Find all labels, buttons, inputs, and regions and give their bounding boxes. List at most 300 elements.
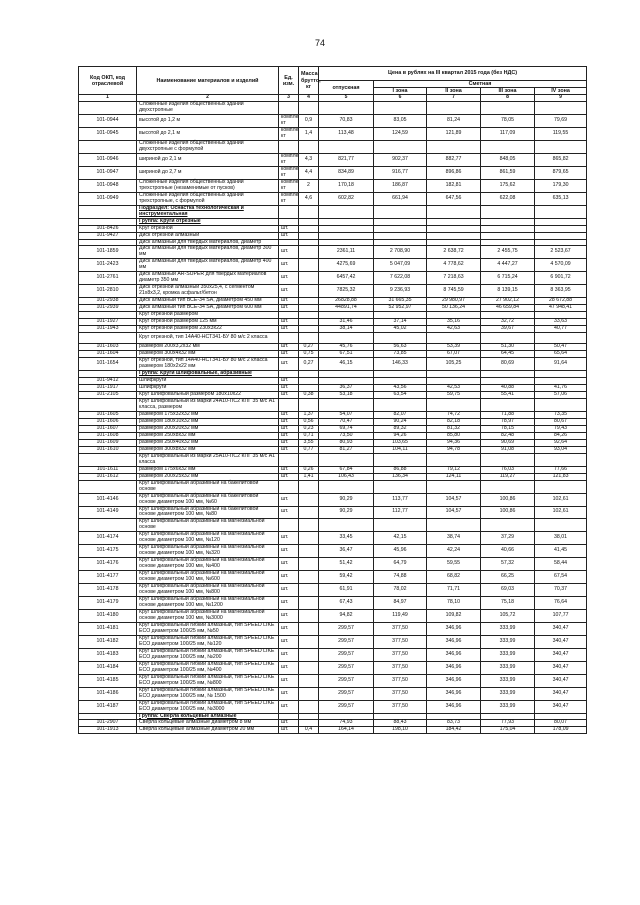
row-zone-1-price: 119,49 bbox=[374, 610, 427, 623]
row-mass bbox=[299, 259, 319, 272]
row-code: 101-1611 bbox=[79, 466, 137, 473]
column-index: 4 bbox=[299, 95, 319, 102]
row-zone-3-price bbox=[481, 480, 535, 493]
row-release-price: 299,57 bbox=[319, 674, 374, 687]
row-mass: 2 bbox=[299, 179, 319, 192]
row-code: 101-4146 bbox=[79, 493, 137, 506]
row-zone-3-price: 333,99 bbox=[481, 700, 535, 713]
row-name: Круг отрезной размером 125 мм bbox=[137, 319, 279, 326]
row-zone-3-price bbox=[481, 225, 535, 232]
table-row bbox=[79, 506, 587, 519]
row-zone-1-price bbox=[374, 519, 427, 532]
row-zone-3-price: 100,86 bbox=[481, 493, 535, 506]
row-zone-2-price: 346,96 bbox=[427, 635, 481, 648]
row-name: Круг шлифовальный гибкий алмазный, тип SPEED LIKE ECO диаметром 100/25 мм, №50 bbox=[137, 622, 279, 635]
row-release-price: 81,27 bbox=[319, 446, 374, 453]
table-row bbox=[79, 102, 587, 115]
row-release-price bbox=[319, 205, 374, 218]
row-zone-3-price: 333,99 bbox=[481, 674, 535, 687]
row-mass bbox=[299, 687, 319, 700]
row-unit: шт. bbox=[279, 385, 299, 392]
row-zone-2-price: 67,07 bbox=[427, 351, 481, 358]
row-code: 101-1927 bbox=[79, 319, 137, 326]
row-release-price: 67,51 bbox=[319, 351, 374, 358]
row-release-price bbox=[319, 333, 374, 344]
row-zone-4-price: 70,37 bbox=[535, 584, 587, 597]
table-row bbox=[79, 648, 587, 661]
table-row bbox=[79, 358, 587, 371]
row-code: 101-4183 bbox=[79, 648, 137, 661]
row-zone-4-price: 92,64 bbox=[535, 439, 587, 446]
row-mass bbox=[299, 319, 319, 326]
row-name: Диск алмазный для твердых материалов, диаметр 400 мм bbox=[137, 259, 279, 272]
row-zone-3-price: 77,93 bbox=[481, 720, 535, 727]
row-name: Круг шлифовальный гибкий алмазный, тип SPEED LIKE ECO диаметром 100/25 мм, №800 bbox=[137, 674, 279, 687]
row-zone-3-price bbox=[481, 218, 535, 225]
row-release-price bbox=[319, 371, 374, 378]
header-zone-1: I зона bbox=[374, 88, 427, 95]
row-zone-1-price: 377,50 bbox=[374, 700, 427, 713]
row-code: 101-1606 bbox=[79, 418, 137, 425]
row-zone-3-price: 333,99 bbox=[481, 661, 535, 674]
row-zone-4-price: 340,47 bbox=[535, 687, 587, 700]
row-zone-2-price bbox=[427, 519, 481, 532]
row-zone-1-price: 2 708,90 bbox=[374, 246, 427, 259]
table-row bbox=[79, 246, 587, 259]
row-zone-3-price: 40,88 bbox=[481, 385, 535, 392]
row-zone-1-price: 37,14 bbox=[374, 319, 427, 326]
row-code: 101-4179 bbox=[79, 597, 137, 610]
table-row bbox=[79, 558, 587, 571]
row-release-price: 69,74 bbox=[319, 425, 374, 432]
row-mass bbox=[299, 239, 319, 246]
row-code: 101-9412 bbox=[79, 378, 137, 385]
table-row bbox=[79, 571, 587, 584]
row-unit: шт. bbox=[279, 635, 299, 648]
row-mass: 0,75 bbox=[299, 351, 319, 358]
row-release-price: 53,18 bbox=[319, 392, 374, 399]
row-zone-1-price: 45,02 bbox=[374, 326, 427, 333]
row-zone-4-price bbox=[535, 371, 587, 378]
row-unit: компле кт bbox=[279, 166, 299, 179]
row-unit: шт. bbox=[279, 392, 299, 399]
row-zone-2-price: 74,72 bbox=[427, 411, 481, 418]
row-zone-3-price: 333,99 bbox=[481, 687, 535, 700]
row-zone-1-price: 916,77 bbox=[374, 166, 427, 179]
row-zone-1-price: 377,50 bbox=[374, 674, 427, 687]
row-zone-1-price: 73,85 bbox=[374, 351, 427, 358]
row-zone-2-price: 78,10 bbox=[427, 597, 481, 610]
row-zone-3-price: 78,97 bbox=[481, 418, 535, 425]
table-row bbox=[79, 610, 587, 623]
row-mass bbox=[299, 493, 319, 506]
table-row bbox=[79, 333, 587, 344]
row-zone-2-price: 82,18 bbox=[427, 418, 481, 425]
row-mass: 0,27 bbox=[299, 344, 319, 351]
row-release-price: 26828,88 bbox=[319, 298, 374, 305]
row-mass bbox=[299, 506, 319, 519]
row-mass bbox=[299, 532, 319, 545]
row-unit: шт. bbox=[279, 610, 299, 623]
column-index: 9 bbox=[535, 95, 587, 102]
row-zone-3-price bbox=[481, 239, 535, 246]
row-zone-1-price: 124,59 bbox=[374, 128, 427, 141]
row-mass bbox=[299, 399, 319, 412]
row-zone-4-price bbox=[535, 480, 587, 493]
row-name: размером 250х40х32 мм bbox=[137, 439, 279, 446]
row-mass bbox=[299, 622, 319, 635]
row-release-price: 299,57 bbox=[319, 635, 374, 648]
row-zone-1-price: 78,02 bbox=[374, 584, 427, 597]
header-unit: Ед. изм. bbox=[279, 67, 299, 95]
row-zone-2-price: 346,96 bbox=[427, 674, 481, 687]
table-row bbox=[79, 285, 587, 298]
row-zone-1-price: 64,79 bbox=[374, 558, 427, 571]
row-name: размером 200х25х32 мм bbox=[137, 473, 279, 480]
row-name: Круг шлифовальный абразивный на магнезиальной основе диаметром 100 мм, №600 bbox=[137, 571, 279, 584]
row-zone-3-price bbox=[481, 232, 535, 239]
row-zone-4-price bbox=[535, 218, 587, 225]
row-code: 101-0948 bbox=[79, 179, 137, 192]
row-zone-2-price bbox=[427, 232, 481, 239]
row-zone-3-price: 91,08 bbox=[481, 446, 535, 453]
row-release-price: 106,43 bbox=[319, 473, 374, 480]
column-index: 7 bbox=[427, 95, 481, 102]
row-code: 101-1610 bbox=[79, 446, 137, 453]
row-zone-1-price: 377,50 bbox=[374, 648, 427, 661]
row-zone-3-price bbox=[481, 140, 535, 153]
row-zone-1-price: 42,15 bbox=[374, 532, 427, 545]
row-zone-1-price: 902,37 bbox=[374, 153, 427, 166]
row-code: 101-2423 bbox=[79, 259, 137, 272]
row-zone-4-price: 879,65 bbox=[535, 166, 587, 179]
row-zone-1-price: 90,24 bbox=[374, 418, 427, 425]
row-zone-4-price: 47 948,41 bbox=[535, 305, 587, 312]
row-mass bbox=[299, 225, 319, 232]
row-release-price: 299,57 bbox=[319, 622, 374, 635]
row-zone-4-price: 73,35 bbox=[535, 411, 587, 418]
row-name: Группа: Круги отрезные bbox=[137, 218, 279, 225]
row-code: 101-2105 bbox=[79, 392, 137, 399]
row-code: 101-4174 bbox=[79, 532, 137, 545]
table-header bbox=[79, 67, 587, 102]
row-zone-4-price: 8 363,95 bbox=[535, 285, 587, 298]
row-unit bbox=[279, 239, 299, 246]
row-mass bbox=[299, 635, 319, 648]
row-release-price bbox=[319, 225, 374, 232]
row-name: Диск отрезной алмазный bbox=[137, 232, 279, 239]
row-name: Сверла кольцевые алмазные диаметром 20 мм bbox=[137, 727, 279, 734]
row-release-price: 46,15 bbox=[319, 358, 374, 371]
row-name: Сложенные изделия общественных зданий двухстропные с формулой bbox=[137, 140, 279, 153]
row-zone-1-price: 377,50 bbox=[374, 622, 427, 635]
table-row bbox=[79, 259, 587, 272]
row-mass bbox=[299, 333, 319, 344]
row-zone-3-price: 57,32 bbox=[481, 558, 535, 571]
row-mass: 0,9 bbox=[299, 115, 319, 128]
header-zone-2: II зона bbox=[427, 88, 481, 95]
table-row bbox=[79, 700, 587, 713]
row-release-price: 36,37 bbox=[319, 385, 374, 392]
row-zone-3-price: 622,08 bbox=[481, 192, 535, 205]
row-name: Круг шлифовальный размером 180х10х22 bbox=[137, 392, 279, 399]
row-zone-2-price bbox=[427, 205, 481, 218]
row-code: 101-1604 bbox=[79, 351, 137, 358]
row-zone-1-price: 56,63 bbox=[374, 344, 427, 351]
row-mass: 0,56 bbox=[299, 418, 319, 425]
row-name: Диск алмазный для твердых материалов, диаметр 300 мм bbox=[137, 246, 279, 259]
row-zone-2-price: 4 778,62 bbox=[427, 259, 481, 272]
row-code bbox=[79, 519, 137, 532]
row-zone-3-price: 100,86 bbox=[481, 506, 535, 519]
row-name: Диск отрезной алмазный 350х25,4, с сегментом 21х8х3,2, кромка асфальт/бетон bbox=[137, 285, 279, 298]
row-code: 101-1607 bbox=[79, 425, 137, 432]
row-zone-2-price: 105,25 bbox=[427, 358, 481, 371]
table-row bbox=[79, 532, 587, 545]
row-zone-4-price: 340,47 bbox=[535, 622, 587, 635]
row-unit: шт. bbox=[279, 259, 299, 272]
row-release-price: 44891,74 bbox=[319, 305, 374, 312]
row-unit: шт. bbox=[279, 411, 299, 418]
row-zone-3-price: 64,45 bbox=[481, 351, 535, 358]
row-name: Сложенные изделия общественных зданий трехстропные, с формулой bbox=[137, 192, 279, 205]
row-zone-3-price: 333,99 bbox=[481, 622, 535, 635]
row-zone-2-price: 882,77 bbox=[427, 153, 481, 166]
row-mass: 1,41 bbox=[299, 473, 319, 480]
row-zone-3-price: 6 715,24 bbox=[481, 272, 535, 285]
row-mass: 0,77 bbox=[299, 446, 319, 453]
row-mass bbox=[299, 205, 319, 218]
row-mass: 1,4 bbox=[299, 128, 319, 141]
row-zone-3-price: 51,30 bbox=[481, 344, 535, 351]
row-zone-3-price bbox=[481, 399, 535, 412]
row-zone-2-price: 104,57 bbox=[427, 506, 481, 519]
row-release-price: 67,84 bbox=[319, 466, 374, 473]
row-zone-4-price: 91,64 bbox=[535, 358, 587, 371]
row-unit: шт. bbox=[279, 473, 299, 480]
row-zone-3-price: 8 139,15 bbox=[481, 285, 535, 298]
page-number: 74 bbox=[314, 38, 325, 48]
row-zone-1-price: 377,50 bbox=[374, 635, 427, 648]
row-unit: шт. bbox=[279, 674, 299, 687]
row-mass bbox=[299, 272, 319, 285]
row-release-price: 170,18 bbox=[319, 179, 374, 192]
row-zone-2-price: 83,73 bbox=[427, 720, 481, 727]
row-release-price bbox=[319, 239, 374, 246]
row-zone-3-price bbox=[481, 102, 535, 115]
table-row bbox=[79, 597, 587, 610]
row-zone-3-price: 32,72 bbox=[481, 319, 535, 326]
row-zone-2-price: 59,75 bbox=[427, 392, 481, 399]
row-zone-1-price bbox=[374, 239, 427, 246]
row-mass: 0,26 bbox=[299, 466, 319, 473]
table-row bbox=[79, 153, 587, 166]
column-index: 5 bbox=[319, 95, 374, 102]
row-mass bbox=[299, 378, 319, 385]
row-name: Диск алмазный тип ВСЕ-34 SA, диаметром 600 мм bbox=[137, 305, 279, 312]
row-mass bbox=[299, 610, 319, 623]
row-release-price: 90,29 bbox=[319, 493, 374, 506]
row-unit: шт. bbox=[279, 545, 299, 558]
row-release-price: 299,57 bbox=[319, 661, 374, 674]
row-code: 101-2939 bbox=[79, 305, 137, 312]
row-zone-2-price: 182,81 bbox=[427, 179, 481, 192]
row-mass bbox=[299, 218, 319, 225]
row-zone-4-price: 107,77 bbox=[535, 610, 587, 623]
row-name: шириной до 2,7 м bbox=[137, 166, 279, 179]
row-zone-2-price: 124,11 bbox=[427, 473, 481, 480]
row-zone-3-price: 78,05 bbox=[481, 115, 535, 128]
row-code: 101-1917 bbox=[79, 385, 137, 392]
row-name: Круг отрезной размером 230х3х22 bbox=[137, 326, 279, 333]
row-release-price: 61,91 bbox=[319, 584, 374, 597]
row-release-price: 70,47 bbox=[319, 418, 374, 425]
row-code: 101-4177 bbox=[79, 571, 137, 584]
row-mass bbox=[299, 480, 319, 493]
row-zone-4-price: 80,07 bbox=[535, 720, 587, 727]
row-unit bbox=[279, 399, 299, 412]
row-code: 101-1943 bbox=[79, 326, 137, 333]
row-zone-2-price bbox=[427, 399, 481, 412]
row-name: Диск алмазный AR-SUPER для твердых материалов диаметр 350 мм bbox=[137, 272, 279, 285]
row-release-price: 36,47 bbox=[319, 545, 374, 558]
row-zone-3-price: 861,59 bbox=[481, 166, 535, 179]
row-zone-1-price bbox=[374, 102, 427, 115]
row-zone-2-price bbox=[427, 453, 481, 466]
row-zone-3-price bbox=[481, 205, 535, 218]
row-zone-1-price bbox=[374, 371, 427, 378]
row-code bbox=[79, 102, 137, 115]
row-unit: шт. bbox=[279, 344, 299, 351]
row-zone-3-price: 119,27 bbox=[481, 473, 535, 480]
row-unit: шт. bbox=[279, 225, 299, 232]
row-zone-4-price: 50,47 bbox=[535, 344, 587, 351]
row-zone-4-price: 340,47 bbox=[535, 635, 587, 648]
row-code: 101-1609 bbox=[79, 439, 137, 446]
row-name: размером 175х6х32 мм bbox=[137, 466, 279, 473]
row-release-price: 80,93 bbox=[319, 439, 374, 446]
row-mass bbox=[299, 558, 319, 571]
row-zone-4-price: 4 570,09 bbox=[535, 259, 587, 272]
row-zone-4-price: 28 672,88 bbox=[535, 298, 587, 305]
row-code bbox=[79, 480, 137, 493]
row-code: 101-2810 bbox=[79, 285, 137, 298]
row-zone-3-price: 37,29 bbox=[481, 532, 535, 545]
row-unit: компле кт bbox=[279, 192, 299, 205]
row-code: 101-1612 bbox=[79, 473, 137, 480]
row-zone-1-price: 43,56 bbox=[374, 385, 427, 392]
row-release-price: 7825,32 bbox=[319, 285, 374, 298]
row-unit: шт. bbox=[279, 720, 299, 727]
row-unit: шт. bbox=[279, 439, 299, 446]
row-unit: шт. bbox=[279, 285, 299, 298]
row-zone-2-price: 104,57 bbox=[427, 493, 481, 506]
row-name: шириной до 2,1 м bbox=[137, 153, 279, 166]
row-zone-4-price: 102,61 bbox=[535, 493, 587, 506]
row-name: Диск алмазный тип ВСЕ-34 SA, диаметром 450 мм bbox=[137, 298, 279, 305]
row-code: 101-1859 bbox=[79, 246, 137, 259]
row-zone-1-price: 112,77 bbox=[374, 506, 427, 519]
row-zone-4-price: 40,77 bbox=[535, 326, 587, 333]
table-row bbox=[79, 635, 587, 648]
row-name: размером 200х20х32 мм bbox=[137, 425, 279, 432]
row-zone-2-price: 42,63 bbox=[427, 326, 481, 333]
row-name: Подраздел: Оснастка технологическая и инструментальная bbox=[137, 205, 279, 218]
row-name: Шлифкруги bbox=[137, 378, 279, 385]
row-zone-3-price bbox=[481, 371, 535, 378]
row-zone-2-price: 71,71 bbox=[427, 584, 481, 597]
row-unit: шт. bbox=[279, 425, 299, 432]
column-index: 2 bbox=[137, 95, 279, 102]
row-zone-4-price: 57,06 bbox=[535, 392, 587, 399]
row-mass bbox=[299, 648, 319, 661]
row-zone-2-price bbox=[427, 225, 481, 232]
row-unit: шт. bbox=[279, 432, 299, 439]
row-zone-1-price: 113,77 bbox=[374, 493, 427, 506]
row-code: 101-1605 bbox=[79, 411, 137, 418]
row-zone-2-price: 346,96 bbox=[427, 687, 481, 700]
column-index: 3 bbox=[279, 95, 299, 102]
price-table bbox=[78, 66, 587, 734]
row-zone-2-price bbox=[427, 239, 481, 246]
row-mass bbox=[299, 246, 319, 259]
row-zone-1-price: 198,10 bbox=[374, 727, 427, 734]
column-index: 1 bbox=[79, 95, 137, 102]
row-zone-2-price: 42,24 bbox=[427, 545, 481, 558]
table-row bbox=[79, 493, 587, 506]
row-zone-2-price bbox=[427, 371, 481, 378]
row-mass: 3,55 bbox=[299, 439, 319, 446]
row-name: Круг шлифовальный абразивный на магнезиальной основе диаметром 100 мм, №800 bbox=[137, 584, 279, 597]
row-release-price: 6457,42 bbox=[319, 272, 374, 285]
row-code: 101-4182 bbox=[79, 635, 137, 648]
row-zone-4-price: 41,45 bbox=[535, 545, 587, 558]
row-zone-3-price: 117,09 bbox=[481, 128, 535, 141]
row-zone-1-price: 52 952,97 bbox=[374, 305, 427, 312]
row-zone-4-price: 6 901,72 bbox=[535, 272, 587, 285]
row-zone-4-price bbox=[535, 453, 587, 466]
row-zone-3-price: 333,99 bbox=[481, 635, 535, 648]
row-unit: шт. bbox=[279, 378, 299, 385]
row-name: Круг шлифовальный абразивный на магнезиальной основе диаметром 100 мм, №1200 bbox=[137, 597, 279, 610]
row-mass bbox=[299, 298, 319, 305]
row-zone-2-price: 647,56 bbox=[427, 192, 481, 205]
row-zone-2-price bbox=[427, 333, 481, 344]
row-unit: шт. bbox=[279, 506, 299, 519]
row-zone-4-price: 179,30 bbox=[535, 179, 587, 192]
row-unit: шт. bbox=[279, 687, 299, 700]
row-mass bbox=[299, 285, 319, 298]
header-price-title: Цена в рублях на III квартал 2015 года (без НДС) bbox=[319, 67, 587, 81]
row-zone-4-price: 340,47 bbox=[535, 661, 587, 674]
row-zone-2-price: 53,39 bbox=[427, 344, 481, 351]
row-zone-2-price: 85,80 bbox=[427, 432, 481, 439]
row-mass bbox=[299, 102, 319, 115]
row-zone-4-price: 340,47 bbox=[535, 674, 587, 687]
row-zone-3-price: 175,04 bbox=[481, 727, 535, 734]
row-zone-1-price bbox=[374, 140, 427, 153]
row-zone-3-price: 4 447,27 bbox=[481, 259, 535, 272]
row-mass bbox=[299, 597, 319, 610]
row-name: Сложенные изделия общественных зданий трехстропные (незаменимые от пусков) bbox=[137, 179, 279, 192]
row-zone-4-price bbox=[535, 519, 587, 532]
row-unit: шт. bbox=[279, 597, 299, 610]
row-mass: 4,4 bbox=[299, 166, 319, 179]
row-unit: шт. bbox=[279, 246, 299, 259]
row-code: 101-1913 bbox=[79, 727, 137, 734]
row-zone-3-price: 2 455,75 bbox=[481, 246, 535, 259]
row-zone-4-price bbox=[535, 239, 587, 246]
